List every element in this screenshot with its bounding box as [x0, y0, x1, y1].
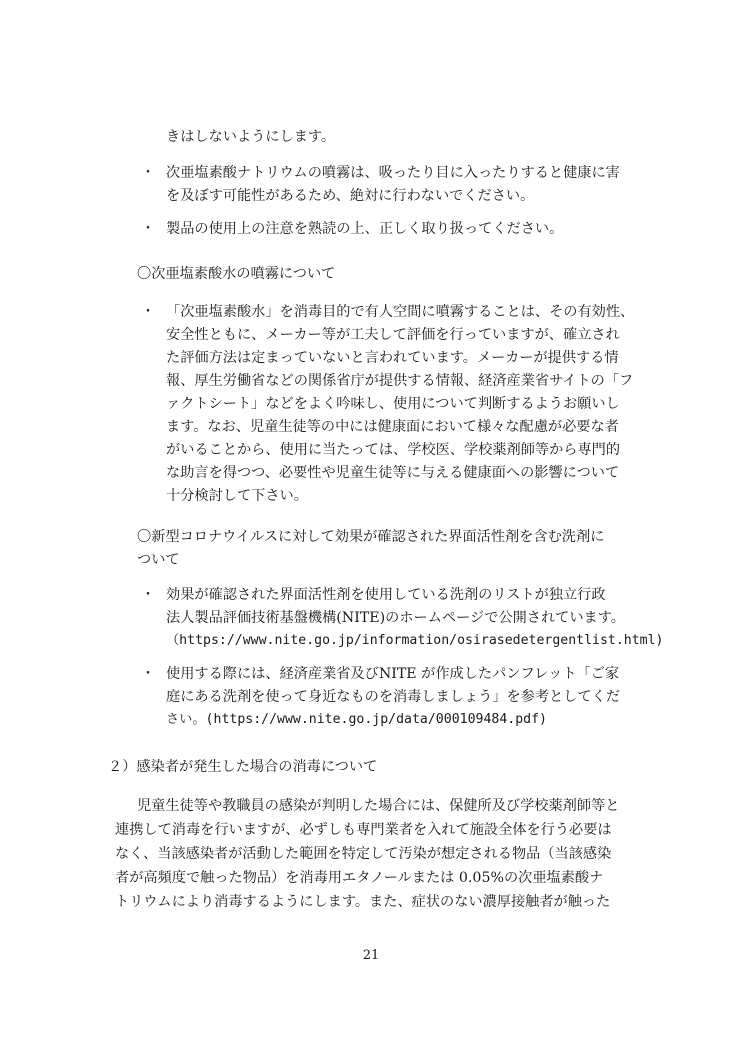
paragraph-line: 者が高頻度で触った物品）を消毒用エタノールまたは 0.05%の次亜塩素酸ナ [115, 870, 604, 886]
fragment-line: きはしないようにします。 [166, 129, 336, 145]
bullet-text-line: 報、厚生労働省などの関係省庁が提供する情報、経済産業省サイトの「フ [166, 373, 634, 389]
section-heading: ２）感染者が発生した場合の消毒について [108, 759, 378, 775]
bullet-text-line: 庭にある洗剤を使って身近なものを消毒しましょう」を参考としてくだ [166, 689, 621, 705]
section-heading: 〇新型コロナウイルスに対して効果が確認された界面活性剤を含む洗剤に [137, 529, 605, 545]
section-heading: ついて [137, 552, 180, 568]
bullet-text-line: がいることから、使用に当たっては、学校医、学校薬剤師等から専門的 [166, 442, 621, 458]
bullet-marker: ・ [141, 587, 155, 603]
bullet-marker: ・ [141, 165, 155, 181]
paragraph-line: 連携して消毒を行いますが、必ずしも専門業者を入れて施設全体を行う必要は [115, 822, 612, 838]
bullet-text-line: 使用する際には、経済産業省及びNITE が作成したパンフレット「ご家 [166, 666, 620, 682]
bullet-text-line: 法人製品評価技術基盤機構(NITE)のホームページで公開されています。 [166, 610, 625, 626]
paragraph-line: トリウムにより消毒するようにします。また、症状のない濃厚接触者が触った [115, 894, 611, 910]
bullet-text-line: た評価方法は定まっていないと言われています。メーカーが提供する情 [166, 350, 619, 366]
bullet-text-line: な助言を得つつ、必要性や児童生徒等に与える健康面への影響について [166, 465, 620, 481]
bullet-text-line: 「次亜塩素酸水」を消毒目的で有人空間に噴霧することは、その有効性、 [166, 304, 635, 320]
bullet-text-line: 製品の使用上の注意を熟読の上、正しく取り扱ってください。 [166, 221, 564, 237]
paragraph-line: 児童生徒等や教職員の感染が判明した場合には、保健所及び学校薬剤師等と [137, 798, 620, 814]
bullet-text-line: ます。なお、児童生徒等の中には健康面において様々な配慮が必要な者 [166, 419, 619, 435]
bullet-marker: ・ [141, 221, 155, 237]
bullet-marker: ・ [141, 304, 155, 320]
bullet-text-line: 十分検討して下さい。 [166, 488, 308, 504]
url-line: （https://www.nite.go.jp/information/osirasedetergentlist.html) [166, 633, 664, 648]
bullet-text-line: ァクトシート」などをよく吟味し、使用について判断するようお願いし [166, 396, 620, 412]
url-line: さい。(https://www.nite.go.jp/data/000109484.pdf) [166, 712, 547, 727]
bullet-text-line: を及ぼす可能性があるため、絶対に行わないでください。 [166, 188, 535, 204]
page-number: 21 [362, 948, 380, 963]
bullet-text-line: 効果が確認された界面活性剤を使用している洗剤のリストが独立行政 [166, 587, 606, 603]
bullet-text-line: 次亜塩素酸ナトリウムの噴霧は、吸ったり目に入ったりすると健康に害 [166, 165, 620, 181]
paragraph-line: なく、当該感染者が活動した範囲を特定して汚染が想定される物品（当該感染 [115, 846, 612, 862]
section-heading: 〇次亜塩素酸水の噴霧について [137, 266, 336, 282]
bullet-text-line: 安全性ともに、メーカー等が工夫して評価を行っていますが、確立され [166, 327, 620, 343]
bullet-marker: ・ [141, 666, 155, 682]
